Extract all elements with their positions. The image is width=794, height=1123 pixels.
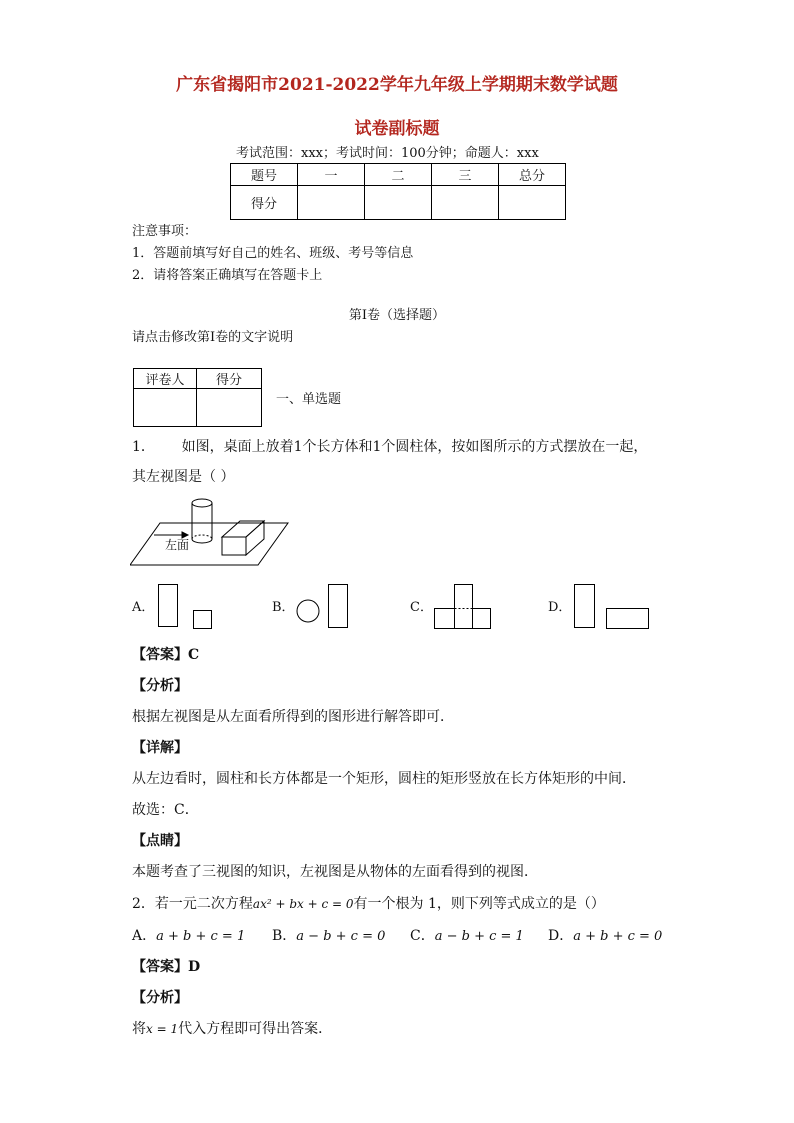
q2-option-a[interactable] — [132, 927, 245, 946]
volume-title: 第I卷（选择题） — [348, 308, 446, 323]
grader-table — [133, 368, 262, 427]
score-row-label: 得分 — [231, 186, 298, 220]
q2-stem — [132, 895, 605, 913]
q1-option-d-figure[interactable] — [574, 584, 654, 632]
score-header: 一 — [298, 164, 365, 186]
q1-figure — [130, 495, 290, 570]
q2-option-d[interactable] — [548, 927, 662, 946]
grader-header: 评卷人 — [134, 369, 197, 389]
q2-option-c[interactable] — [410, 927, 524, 946]
grader-cell[interactable] — [134, 389, 197, 427]
q2-option-label: C． — [410, 928, 435, 944]
q1-detail: 从左边看时，圆柱和长方体都是一个矩形，圆柱的矩形竖放在长方体矩形的中间． — [132, 771, 636, 787]
score-cell[interactable] — [499, 186, 566, 220]
q1-choice: 故选：C． — [132, 802, 199, 818]
q2-equation: ax² + bx + c = 0 — [252, 897, 354, 911]
section-title: 一、单选题 — [276, 392, 342, 407]
q1-detail-heading: 【详解】 — [132, 740, 188, 756]
q1-comment: 本题考查了三视图的知识，左视图是从物体的左面看得到的视图． — [132, 864, 538, 880]
grader-header: 得分 — [197, 369, 262, 389]
q1-option-c-label[interactable]: C． — [410, 600, 433, 615]
q2-stem-post: 有一个根为 1，则下列等式成立的是（） — [353, 896, 605, 912]
q1-option-d-label[interactable]: D． — [548, 600, 572, 615]
q1-comment-heading: 【点睛】 — [132, 833, 188, 849]
q1-option-b-figure[interactable] — [296, 584, 352, 632]
score-table — [230, 163, 566, 220]
page-title: 广东省揭阳市2021-2022学年九年级上学期期末数学试题 — [176, 75, 618, 95]
notes-item: 1．答题前填写好自己的姓名、班级、考号等信息 — [132, 246, 414, 261]
cuboid-front — [222, 537, 246, 555]
volume-desc[interactable]: 请点击修改第I卷的文字说明 — [132, 330, 294, 345]
q2-analysis-pre: 将 — [132, 1021, 146, 1037]
q1-analysis-heading: 【分析】 — [132, 678, 188, 694]
q1-option-c-figure[interactable] — [434, 584, 494, 632]
score-header: 三 — [432, 164, 499, 186]
notes-heading: 注意事项： — [132, 224, 198, 239]
q1-stem: 1． 如图，桌面上放着1个长方体和1个圆柱体，按如图所示的方式摆放在一起， — [132, 439, 648, 455]
q2-option-expr: a + b + c = 0 — [573, 929, 663, 944]
q1-option-b-label[interactable]: B． — [272, 600, 295, 615]
notes-item: 2．请将答案正确填写在答题卡上 — [132, 268, 323, 283]
q2-stem-pre: 2．若一元二次方程 — [132, 896, 253, 912]
score-header: 二 — [365, 164, 432, 186]
q1-option-a-label[interactable]: A． — [132, 600, 155, 615]
grader-cell[interactable] — [197, 389, 262, 427]
q1-analysis: 根据左视图是从左面看所得到的图形进行解答即可． — [132, 709, 454, 725]
score-header: 题号 — [231, 164, 298, 186]
q2-option-expr: a − b + c = 1 — [434, 929, 524, 944]
page-subtitle: 试卷副标题 — [354, 119, 440, 139]
q2-analysis — [132, 1020, 332, 1038]
q2-analysis-heading: 【分析】 — [132, 990, 188, 1006]
q2-option-expr: a + b + c = 1 — [156, 929, 246, 944]
q1-answer: 【答案】C — [132, 647, 200, 663]
score-cell[interactable] — [365, 186, 432, 220]
q2-option-expr: a − b + c = 0 — [296, 929, 386, 944]
cylinder-top — [192, 499, 212, 507]
q2-option-label: D． — [548, 928, 574, 944]
q2-answer: 【答案】D — [132, 959, 201, 975]
figure-label: 左面 — [165, 538, 190, 552]
q2-analysis-post: 代入方程即可得出答案． — [178, 1021, 333, 1037]
score-cell[interactable] — [432, 186, 499, 220]
q1-stem-line2: 其左视图是（ ） — [132, 469, 235, 485]
exam-info: 考试范围：xxx；考试时间：100分钟；命题人：xxx — [236, 146, 539, 161]
q1-option-a-figure[interactable] — [158, 584, 214, 632]
score-cell[interactable] — [298, 186, 365, 220]
q2-analysis-expr: x = 1 — [146, 1022, 179, 1036]
q2-option-label: A． — [132, 928, 157, 944]
q2-option-label: B． — [272, 928, 297, 944]
q2-option-b[interactable] — [272, 927, 385, 946]
score-header: 总分 — [499, 164, 566, 186]
